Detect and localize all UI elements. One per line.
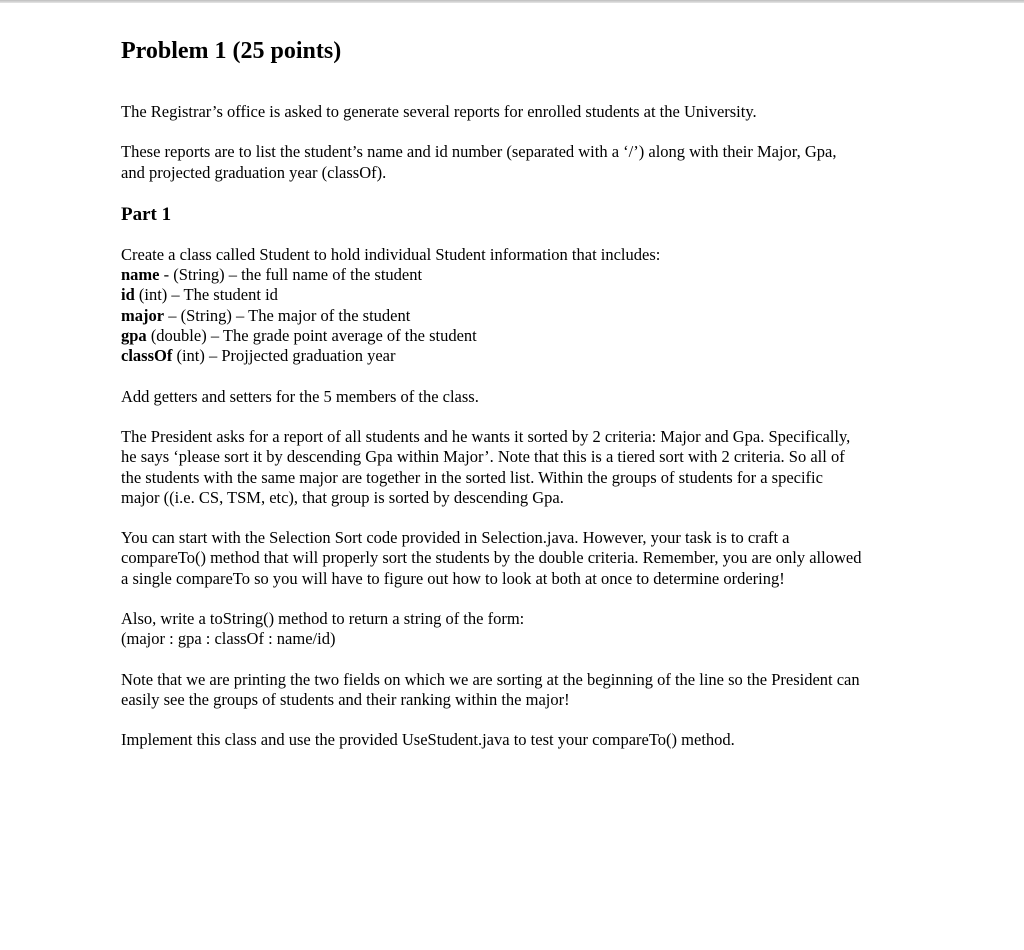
field-description: (int) – Projjected graduation year (172, 346, 396, 366)
paragraph-registrar: The Registrar’s office is asked to generate several reports for enrolled students at the University. (121, 102, 757, 121)
text-line: Also, write a toString() method to return a string of the form: (121, 609, 525, 629)
field-item-classof (121, 346, 921, 366)
field-description: - (String) – the full name of the student (159, 265, 423, 285)
paragraph-note (121, 670, 921, 711)
text-line: These reports are to list the student’s name and id number (separated with a ‘/’) along with their Major, Gpa, (121, 142, 837, 162)
text-line: major ((i.e. CS, TSM, etc), that group is sorted by descending Gpa. (121, 487, 564, 507)
field-description: (int) – The student id (134, 285, 278, 305)
field-item-gpa (121, 326, 921, 346)
field-name: name (121, 265, 160, 285)
problem-title: Problem 1 (25 points) (121, 38, 342, 64)
paragraph-president (121, 427, 921, 508)
text-line: (major : gpa : classOf : name/id) (121, 629, 336, 649)
paragraph-selection-sort (121, 528, 921, 589)
text-line: Note that we are printing the two fields on which we are sorting at the beginning of the line so the President can (121, 669, 860, 689)
field-name: gpa (121, 326, 147, 346)
paragraph-getters: Add getters and setters for the 5 members of the class. (121, 386, 479, 406)
text-line: the students with the same major are together in the sorted list. Within the groups of students for a specific (121, 467, 823, 487)
text-line: The President asks for a report of all students and he wants it sorted by 2 criteria: Major and Gpa. Specifically, (121, 426, 851, 446)
text-line: a single compareTo so you will have to figure out how to look at both at once to determine ordering! (121, 568, 785, 588)
field-item-id (121, 285, 921, 305)
text-line: he says ‘please sort it by descending Gpa within Major’. Note that this is a tiered sort with 2 criteria. So all of (121, 447, 845, 467)
field-description: – (String) – The major of the student (164, 305, 411, 325)
paragraph-reports (121, 142, 921, 183)
field-name: classOf (121, 346, 173, 366)
field-item-major (121, 306, 921, 326)
text-line: and projected graduation year (classOf). (121, 162, 387, 182)
field-list (121, 265, 921, 366)
field-item-name (121, 265, 921, 285)
paragraph-tostring (121, 609, 921, 650)
text-line: easily see the groups of students and their ranking within the major! (121, 689, 570, 709)
part-heading: Part 1 (121, 203, 172, 225)
document-page (121, 32, 921, 751)
text-line: You can start with the Selection Sort code provided in Selection.java. However, your task is to craft a (121, 528, 790, 548)
paragraph-intro: Create a class called Student to hold individual Student information that includes: (121, 244, 661, 264)
field-name: id (121, 285, 135, 305)
field-description: (double) – The grade point average of the student (146, 326, 477, 346)
page-top-edge (0, 0, 1024, 3)
text-line: compareTo() method that will properly sort the students by the double criteria. Remember, you are only allowed (121, 548, 862, 568)
field-name: major (121, 305, 165, 325)
paragraph-implement: Implement this class and use the provided UseStudent.java to test your compareTo() method. (121, 730, 735, 750)
